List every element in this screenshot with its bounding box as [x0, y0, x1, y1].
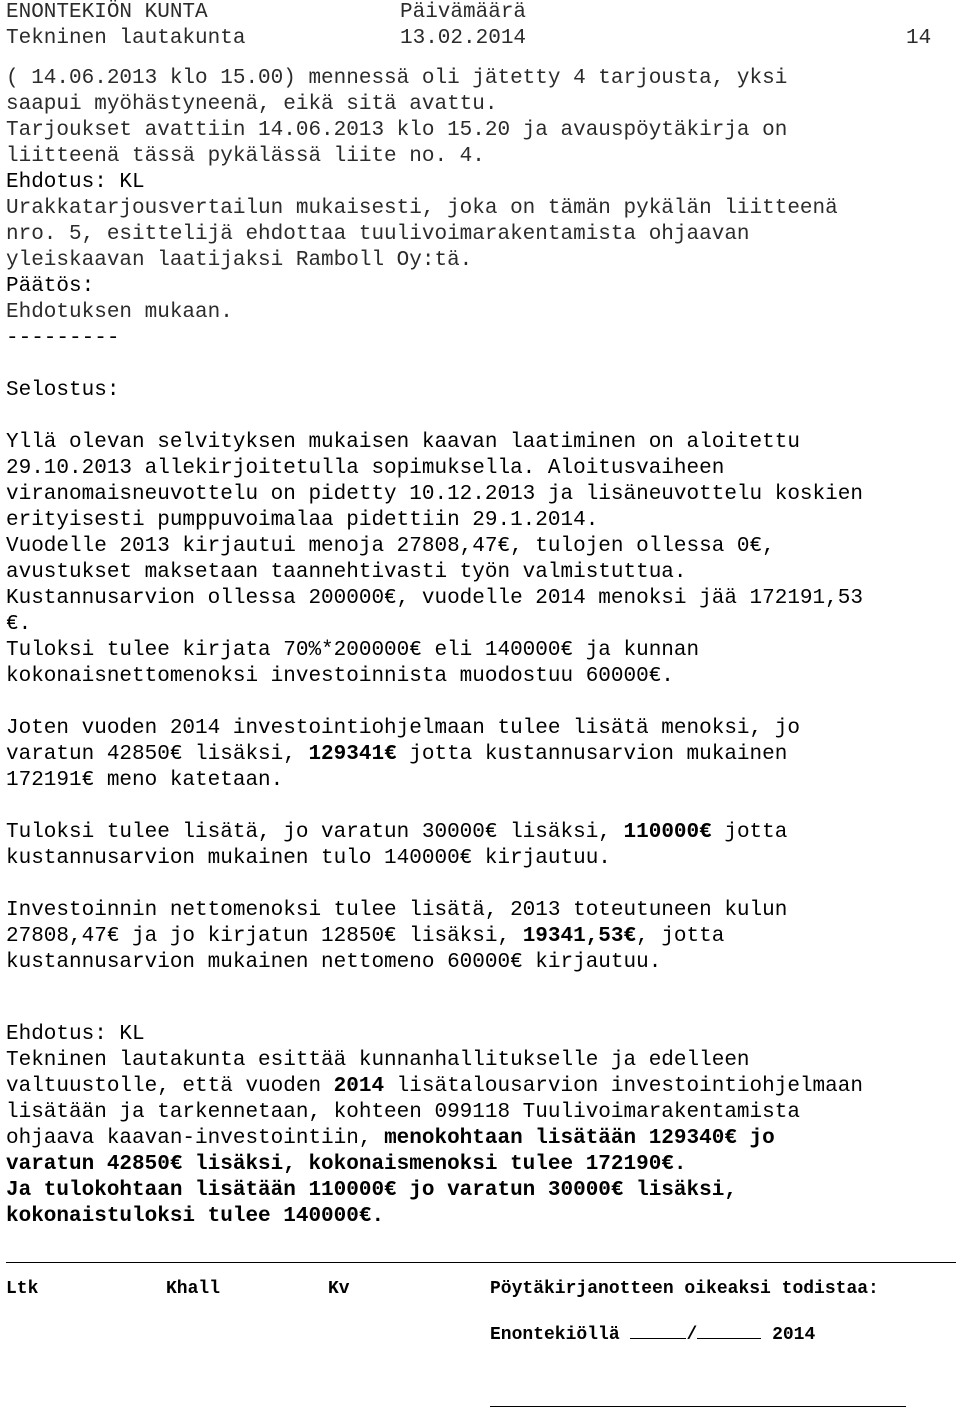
body-line: kokonaistuloksi tulee 140000€. [6, 1205, 385, 1228]
body-line: Ja tulokohtaan lisätään 110000€ jo varatun 30000€ lisäksi, [6, 1179, 737, 1202]
body-line: saapui myöhästyneenä, eikä sitä avattu. [6, 93, 498, 116]
body-line: Tarjoukset avattiin 14.06.2013 klo 15.20 ja avauspöytäkirja on [6, 119, 788, 142]
certify-label: Pöytäkirjanotteen oikeaksi todistaa: [490, 1279, 879, 1299]
decision-text: Ehdotuksen mukaan. [6, 301, 233, 324]
body-line: 29.10.2013 allekirjoitetulla sopimuksella. Aloitusvaiheen [6, 457, 725, 480]
place-date-line: Enontekiöllä / 2014 [490, 1322, 815, 1346]
body-line: Tekninen lautakunta esittää kunnanhallitukselle ja edelleen [6, 1049, 750, 1072]
body-line: kustannusarvion mukainen tulo 140000€ kirjautuu. [6, 847, 611, 870]
body-line: lisätään ja tarkennetaan, kohteen 099118 Tuulivoimarakentamista [6, 1101, 800, 1124]
body-line: Urakkatarjousvertailun mukaisesti, joka on tämän pykälän liitteenä [6, 197, 838, 220]
day-blank[interactable] [630, 1322, 686, 1339]
body-line: 27808,47€ ja jo kirjatun 12850€ lisäksi, 19341,53€, jotta [6, 925, 725, 948]
proposal-heading: Ehdotus: KL [6, 171, 145, 194]
separator: --------- [6, 327, 120, 350]
body-line: liitteenä tässä pykälässä liite no. 4. [6, 145, 485, 168]
body-line: yleiskaavan laatijaksi Ramboll Oy:tä. [6, 249, 473, 272]
body-line: erityisesti pumppuvoimalaa pidettiin 29.1.2014. [6, 509, 599, 532]
body-line: Vuodelle 2013 kirjautui menoja 27808,47€, tulojen ollessa 0€, [6, 535, 775, 558]
decision-heading: Päätös: [6, 275, 95, 298]
signature-line[interactable] [490, 1406, 906, 1407]
document-date: 13.02.2014 [400, 27, 527, 50]
footer-rule [6, 1262, 956, 1263]
body-line: 172191€ meno katetaan. [6, 769, 284, 792]
board-name: Tekninen lautakunta [6, 27, 246, 50]
body-line: nro. 5, esittelijä ehdottaa tuulivoimarakentamista ohjaavan [6, 223, 750, 246]
body-line: Yllä olevan selvityksen mukaisen kaavan laatiminen on aloitettu [6, 431, 800, 454]
body-line: varatun 42850€ lisäksi, kokonaismenoksi tulee 172190€. [6, 1153, 687, 1176]
body-line: Tuloksi tulee lisätä, jo varatun 30000€ lisäksi, 110000€ jotta [6, 821, 788, 844]
body-line: Tuloksi tulee kirjata 70%*200000€ eli 140000€ ja kunnan [6, 639, 700, 662]
ltk-label: Ltk [6, 1279, 39, 1299]
kv-label: Kv [328, 1279, 350, 1299]
body-line: valtuustolle, että vuoden 2014 lisätalousarvion investointiohjelmaan [6, 1075, 863, 1098]
body-line: viranomaisneuvottelu on pidetty 10.12.2013 ja lisäneuvottelu koskien [6, 483, 863, 506]
body-line: ohjaava kaavan-investointiin, menokohtaan lisätään 129340€ jo [6, 1127, 775, 1150]
body-line: ( 14.06.2013 klo 15.00) mennessä oli jätetty 4 tarjousta, yksi [6, 67, 788, 90]
body-line: Investoinnin nettomenoksi tulee lisätä, 2013 toteutuneen kulun [6, 899, 788, 922]
body-line: kustannusarvion mukainen nettomeno 60000€ kirjautuu. [6, 951, 662, 974]
municipality-name: ENONTEKIÖN KUNTA [6, 1, 208, 24]
body-line: €. [6, 613, 32, 636]
body-line: avustukset maksetaan taannehtivasti työn valmistuttua. [6, 561, 687, 584]
body-line: varatun 42850€ lisäksi, 129341€ jotta kustannusarvion mukainen [6, 743, 788, 766]
page-number: 14 [906, 27, 932, 50]
khall-label: Khall [166, 1279, 221, 1299]
body-line: Kustannusarvion ollessa 200000€, vuodelle 2014 menoksi jää 172191,53 [6, 587, 863, 610]
month-blank[interactable] [697, 1322, 761, 1339]
body-line: kokonaisnettomenoksi investoinnista muodostuu 60000€. [6, 665, 674, 688]
explanation-heading: Selostus: [6, 379, 120, 402]
date-label: Päivämäärä [400, 1, 527, 24]
body-line: Joten vuoden 2014 investointiohjelmaan tulee lisätä menoksi, jo [6, 717, 800, 740]
proposal-heading: Ehdotus: KL [6, 1023, 145, 1046]
